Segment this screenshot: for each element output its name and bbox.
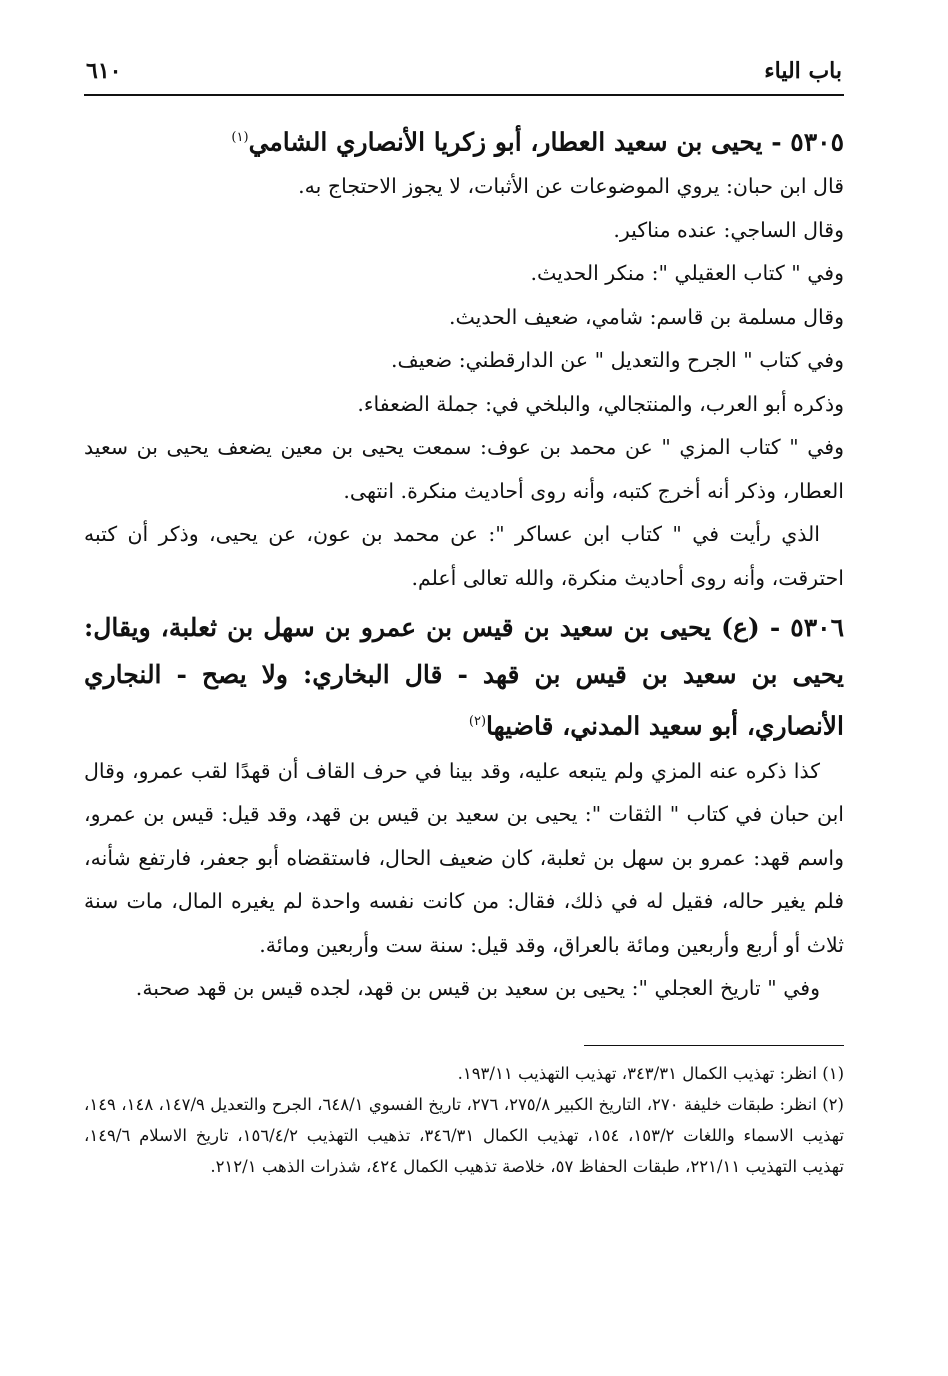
- footnotes: [84, 1058, 844, 1182]
- chapter-title: باب الياء: [764, 58, 842, 84]
- entry-heading-text: ٥٣٠٦ - (ع) يحيى بن سعيد بن قيس بن عمرو بن سهل بن ثعلبة، ويقال: يحيى بن سعيد بن قيس بن قهد - قال البخاري: ولا يصح - النجاري الأنصاري، أبو سعيد المدني، قاضيها: [84, 613, 844, 741]
- book-page: [84, 52, 844, 1182]
- page-number: ٦١٠: [86, 58, 122, 84]
- paragraph: وفي " كتاب المزي " عن محمد بن عوف: سمعت يحيى بن معين يضعف يحيى بن سعيد العطار، وذكر أنه أخرج كتبه، وأنه روى أحاديث منكرة. انتهى.: [84, 435, 844, 503]
- paragraph: وفي " تاريخ العجلي ": يحيى بن سعيد بن قيس بن قهد، لجده قيس بن قهد صحبة.: [135, 976, 820, 1001]
- footnote-divider: [584, 1045, 844, 1046]
- paragraph: الذي رأيت في " كتاب ابن عساكر ": عن محمد بن عون، عن يحيى، وذكر أن كتبه احترقت، وأنه روى أحاديث منكرة، والله تعالى أعلم.: [84, 522, 844, 590]
- paragraph: قال ابن حبان: يروي الموضوعات عن الأثبات، لا يجوز الاحتجاج به.: [298, 174, 844, 199]
- paragraph: وقال مسلمة بن قاسم: شامي، ضعيف الحديث.: [448, 304, 844, 329]
- footnote-ref: (١): [231, 130, 249, 145]
- paragraph: وذكره أبو العرب، والمنتجالي، والبلخي في: جملة الضعفاء.: [357, 391, 844, 416]
- footnote: (٢) انظر: طبقات خليفة ٢٧٠، التاريخ الكبير ٢٧٥/٨، ٢٧٦، تاريخ الفسوي ٦٤٨/١، الجرح والتعديل ١٤٧/٩، ١٤٨، ١٤٩، تهذيب الاسماء واللغات ١٥٣/٢، ١٥٤، تهذيب الكمال ٣٤٦/٣١، تذهيب التهذيب ١٥٦/٤/٢، تاريخ الاسلام ١٤٩/٦، تهذيب التهذيب ٢٢١/١١، طبقات الحفاظ ٥٧، خلاصة تذهيب الكمال ٤٢٤، شذرات الذهب ٢١٢/١.: [84, 1094, 844, 1176]
- entry-heading: [84, 114, 844, 165]
- footnote-ref: (٢): [468, 714, 487, 730]
- entry-5305: [84, 114, 844, 600]
- paragraph: وقال الساجي: عنده مناكير.: [613, 217, 844, 242]
- entry-heading: [84, 604, 844, 749]
- entry-heading-text: ٥٣٠٥ - يحيى بن سعيد العطار، أبو زكريا الأنصاري الشامي: [248, 127, 844, 157]
- running-header: [84, 52, 844, 96]
- paragraph: كذا ذكره عنه المزي ولم يتبعه عليه، وقد بينا في حرف القاف أن قهدًا لقب عمرو، وقال ابن حبان في كتاب " الثقات ": يحيى بن سعيد بن قيس بن قهد، وقد قيل: قيس بن عمرو، واسم قهد: عمرو بن سهل بن ثعلبة، كان ضعيف الحال، فاستقضاه أبو جعفر، فارتفع شأنه، فلم يغير حاله، فقيل له في ذلك، فقال: من كانت نفسه واحدة لم يغيره المال، مات سنة ثلاث أو أربع وأربعين ومائة بالعراق، وقد قيل: سنة ست وأربعين ومائة.: [84, 758, 844, 957]
- paragraph: وفي كتاب " الجرح والتعديل " عن الدارقطني: ضعيف.: [390, 348, 844, 373]
- entry-5306: [84, 604, 844, 1010]
- paragraph: وفي " كتاب العقيلي ": منكر الحديث.: [530, 261, 844, 286]
- footnote: (١) انظر: تهذيب الكمال ٣٤٣/٣١، تهذيب التهذيب ١٩٣/١١.: [457, 1063, 844, 1083]
